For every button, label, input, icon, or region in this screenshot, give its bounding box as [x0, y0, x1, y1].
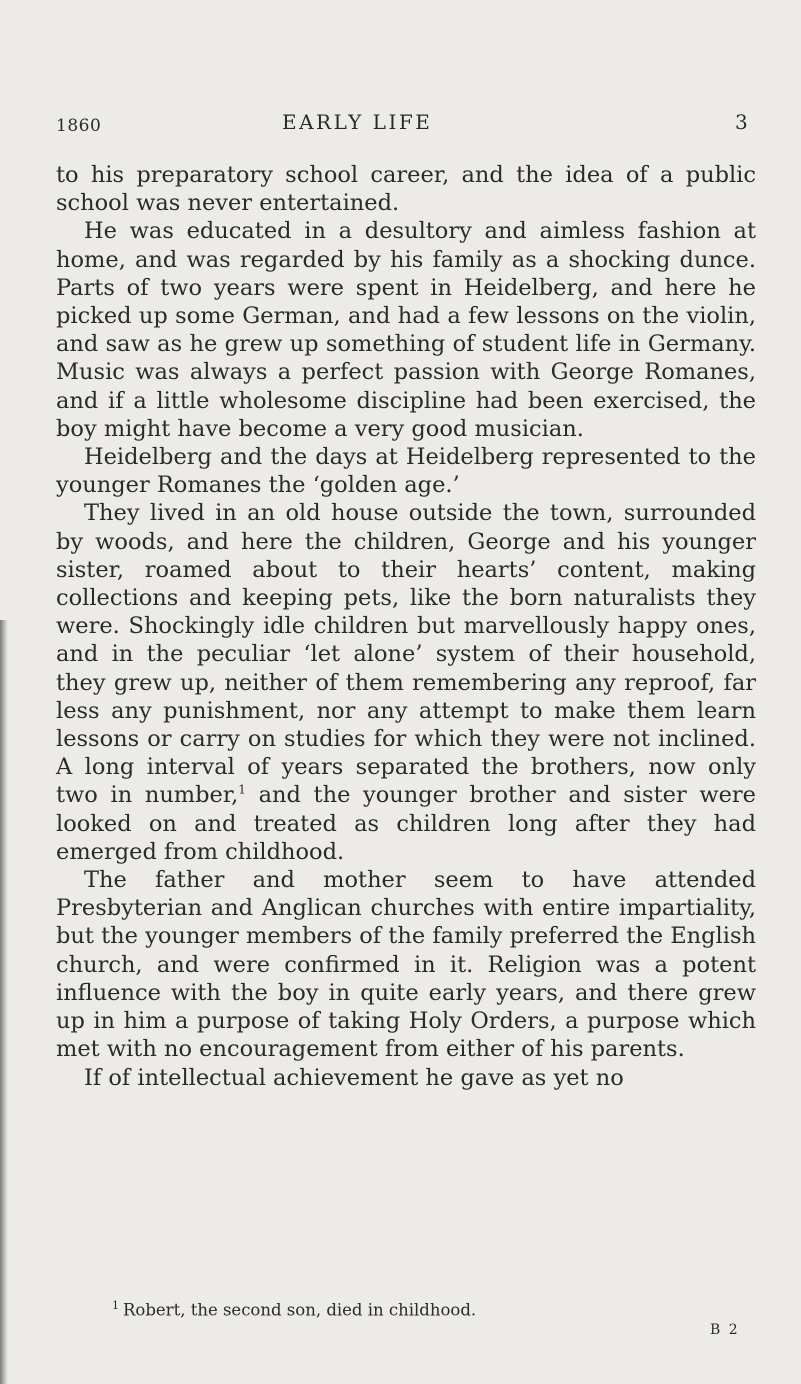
signature-mark: B 2 — [710, 1322, 740, 1338]
running-head — [0, 106, 801, 136]
paragraph-4 — [56, 499, 756, 866]
footnote — [56, 1295, 756, 1322]
footnote-text: Robert, the second son, died in childhood. — [123, 1300, 477, 1320]
paragraph-5: The father and mother seem to have attended Presbyterian and Anglican churches with entire impartiality, but the younger members of the family preferred the English church, and were confirmed in it. Religion was a potent influence with the boy in quite early years, and there grew up in him a purpose of taking Holy Orders, a purpose which met with no encouragement from either of his parents. — [56, 867, 756, 1063]
paragraph-2: He was educated in a desultory and aimless fashion at home, and was regarded by his family as a shocking dunce. Parts of two years were spent in Heidelberg, and here he picked up some German, and had a few lessons on the violin, and saw as he grew up something of student life in Germany. Music was always a perfect passion with George Romanes, and if a little wholesome discipline had been exercised, the boy might have become a very good musician. — [56, 218, 756, 442]
paragraph-3: Heidelberg and the days at Heidelberg represented to the younger Romanes the ‘golden age.’ — [56, 444, 756, 499]
page-number: 3 — [735, 110, 748, 134]
footnote-marker: 1 — [112, 1299, 119, 1312]
body-text — [56, 161, 756, 1092]
paragraph-4-continuation: and the younger brother and sister were looked on and treated as children long after they had emerged from childhood. — [56, 782, 756, 865]
paragraph-4-text: They lived in an old house outside the town, surrounded by woods, and here the children, George and his younger sister, roamed about to their hearts’ content, making collections and keeping pets, like the born naturalists they were. Shockingly idle children but marvellously happy ones, and in the peculiar ‘let alone’ system of their household, they grew up, neither of them remembering any reproof, far less any punishment, nor any attempt to make them learn lessons or carry on studies for which they were not inclined. A long interval of years separated the brothers, now only two in number, — [56, 500, 756, 809]
paragraph-1: to his preparatory school career, and the idea of a public school was never entertained. — [56, 162, 756, 217]
header-title: EARLY LIFE — [282, 110, 433, 134]
binding-shadow — [0, 620, 8, 1384]
paragraph-6: If of intellectual achievement he gave as yet no — [84, 1064, 624, 1091]
footnote-reference: 1 — [238, 782, 246, 797]
header-year: 1860 — [56, 116, 102, 136]
